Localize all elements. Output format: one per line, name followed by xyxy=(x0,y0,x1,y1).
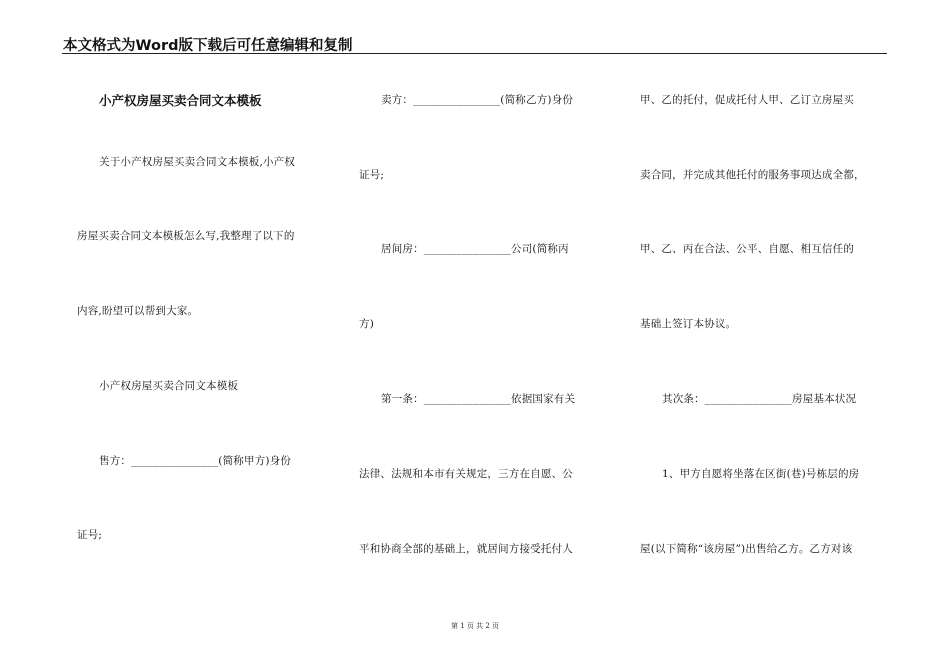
column-1-line-5: 售方：________________(简称甲方)身份 xyxy=(99,455,292,467)
column-2-line-2: 证号; xyxy=(359,169,385,181)
column-1-line-6: 证号; xyxy=(77,529,103,541)
column-2-line-5: 第一条：________________依据国家有关 xyxy=(381,393,576,405)
column-3-line-1: 甲、乙的托付，促成托付人甲、乙订立房屋买 xyxy=(640,94,854,106)
column-3-line-7: 屋(以下简称“该房屋”)出售给乙方。乙方对该 xyxy=(640,543,853,555)
column-3-line-4: 基础上签订本协议。 xyxy=(640,318,737,330)
column-3-line-3: 甲、乙、丙在合法、公平、自愿、相互信任的 xyxy=(640,243,854,255)
column-1-line-1: 关于小产权房屋买卖合同文本模板,小产权 xyxy=(99,156,296,168)
column-2-line-6: 法律、法规和本市有关规定，三方在自愿、公 xyxy=(359,468,573,480)
document-header: 本文格式为Word版下载后可任意编辑和复制 xyxy=(63,38,353,54)
column-1-line-2: 房屋买卖合同文本模板怎么写,我整理了以下的 xyxy=(77,230,295,242)
column-1-line-3: 内容,盼望可以帮到大家。 xyxy=(77,305,199,317)
column-3-line-5: 其次条：________________房屋基本状况 xyxy=(662,393,857,405)
column-3-line-2: 卖合同，并完成其他托付的服务事项达成全都， xyxy=(640,169,865,181)
column-2-line-3: 居间房：________________公司(简称丙 xyxy=(381,243,569,255)
column-1-line-4: 小产权房屋买卖合同文本模板 xyxy=(99,380,239,392)
page-number-footer: 第 1 页 共 2 页 xyxy=(450,622,500,630)
column-2-line-7: 平和协商全部的基础上，就居间方接受托付人 xyxy=(359,543,573,555)
column-3-line-6: 1、甲方自愿将坐落在区街(巷)号栋层的房 xyxy=(662,468,860,480)
column-2-line-1: 卖方：________________(简称乙方)身份 xyxy=(381,94,574,106)
document-title: 小产权房屋买卖合同文本模板 xyxy=(99,93,262,108)
column-2-line-4: 方) xyxy=(359,318,374,330)
